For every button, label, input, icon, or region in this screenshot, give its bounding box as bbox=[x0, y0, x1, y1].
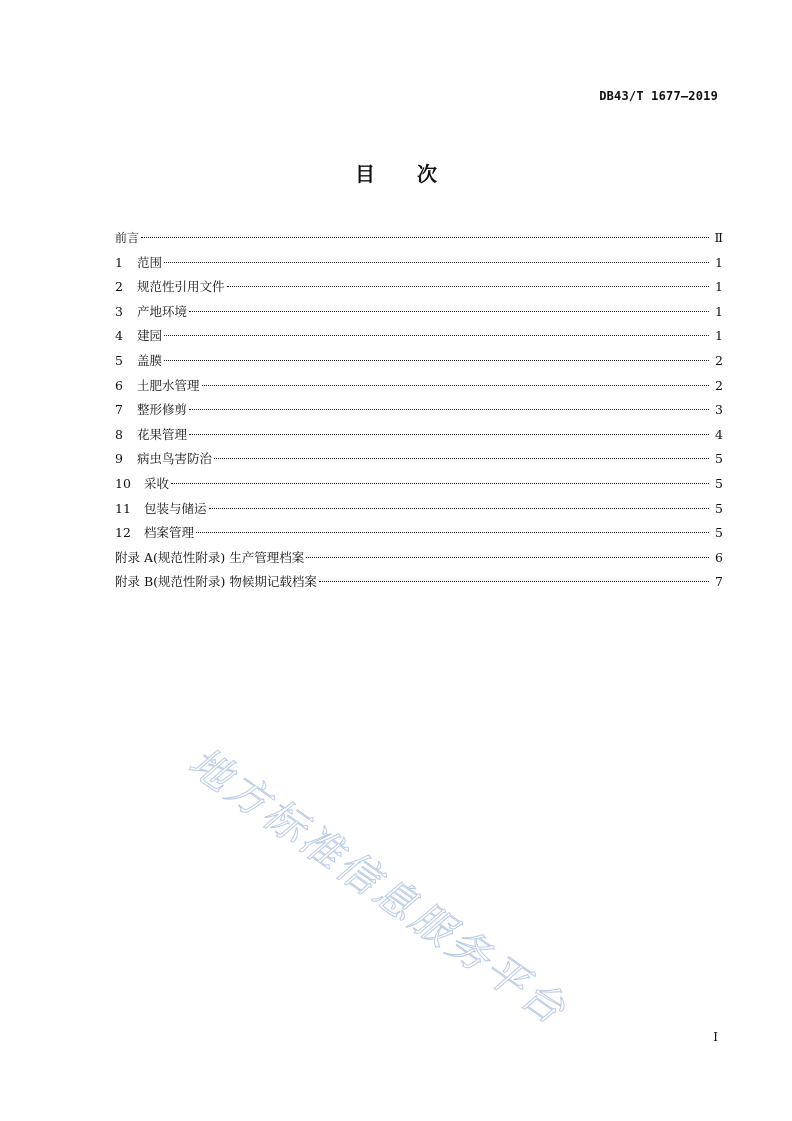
toc-title bbox=[0, 158, 792, 187]
toc-leader-dots bbox=[319, 581, 709, 582]
toc-leader-dots bbox=[196, 532, 709, 533]
toc-entry-label: 采收 bbox=[144, 475, 170, 491]
toc-entry[interactable] bbox=[115, 546, 723, 571]
toc-entry[interactable] bbox=[115, 275, 723, 300]
toc-entry[interactable] bbox=[115, 324, 723, 349]
toc-entry-label: 整形修剪 bbox=[137, 402, 188, 418]
toc-leader-dots bbox=[171, 483, 709, 484]
toc-entry-page: 1 bbox=[715, 279, 723, 295]
toc-entry-number: 10 bbox=[115, 475, 131, 491]
toc-entry[interactable] bbox=[115, 251, 723, 276]
watermark: 地方标准信息服务平台 bbox=[180, 737, 577, 1036]
toc-entry-page: 2 bbox=[715, 352, 723, 368]
toc-leader-dots bbox=[164, 262, 709, 263]
toc-entry-label: 病虫鸟害防治 bbox=[137, 451, 213, 467]
toc-leader-dots bbox=[164, 360, 709, 361]
toc-leader-dots bbox=[189, 311, 709, 312]
toc-leader-dots bbox=[164, 335, 709, 336]
toc-entry[interactable] bbox=[115, 226, 723, 251]
toc-entry[interactable] bbox=[115, 374, 723, 399]
toc-title-char-1: 目 bbox=[355, 162, 375, 186]
toc-entry-label: 附录 B(规范性附录) 物候期记载档案 bbox=[115, 574, 317, 590]
toc-entry-number: 5 bbox=[115, 352, 123, 368]
toc-entry-page: 5 bbox=[715, 525, 723, 541]
toc-leader-dots bbox=[227, 286, 709, 287]
toc-leader-dots bbox=[189, 409, 709, 410]
toc-entry-label: 档案管理 bbox=[144, 525, 195, 541]
toc-leader-dots bbox=[202, 385, 709, 386]
toc-entry-label: 建园 bbox=[137, 328, 163, 344]
toc-entry-number: 9 bbox=[115, 451, 123, 467]
toc-entry-page: 4 bbox=[715, 426, 723, 442]
standard-code: DB43/T 1677—2019 bbox=[599, 89, 718, 103]
toc-entry[interactable] bbox=[115, 472, 723, 497]
toc-entry-label: 产地环境 bbox=[137, 303, 188, 319]
toc-leader-dots bbox=[189, 434, 709, 435]
toc-entry[interactable] bbox=[115, 349, 723, 374]
toc-entry-page: 1 bbox=[715, 328, 723, 344]
toc-entry[interactable] bbox=[115, 447, 723, 472]
toc-entry-page: Ⅱ bbox=[714, 230, 723, 245]
toc-entry-number: 1 bbox=[115, 254, 123, 270]
toc-entry-number: 8 bbox=[115, 426, 123, 442]
toc-leader-dots bbox=[306, 557, 709, 558]
toc-entry-label: 花果管理 bbox=[137, 426, 188, 442]
toc-entry-number: 11 bbox=[115, 500, 131, 516]
toc-entry-page: 5 bbox=[715, 475, 723, 491]
toc-entry-number: 3 bbox=[115, 303, 123, 319]
toc-leader-dots bbox=[209, 508, 709, 509]
toc-entry-label: 附录 A(规范性附录) 生产管理档案 bbox=[115, 549, 305, 565]
table-of-contents bbox=[115, 226, 723, 595]
toc-entry-page: 3 bbox=[715, 402, 723, 418]
toc-entry-page: 5 bbox=[715, 451, 723, 467]
toc-entry-page: 5 bbox=[715, 500, 723, 516]
toc-entry-label: 土肥水管理 bbox=[137, 377, 200, 393]
toc-entry-label: 规范性引用文件 bbox=[137, 279, 225, 295]
toc-entry-page: 6 bbox=[715, 549, 723, 565]
toc-entry-page: 1 bbox=[715, 254, 723, 270]
toc-entry[interactable] bbox=[115, 570, 723, 595]
toc-entry-label: 包装与储运 bbox=[144, 500, 207, 516]
toc-leader-dots bbox=[214, 458, 709, 459]
toc-entry-page: 2 bbox=[715, 377, 723, 393]
toc-entry-label: 范围 bbox=[137, 254, 163, 270]
toc-entry-label: 前言 bbox=[115, 231, 140, 245]
toc-entry[interactable] bbox=[115, 423, 723, 448]
toc-entry-number: 2 bbox=[115, 279, 123, 295]
page-number: I bbox=[713, 1030, 718, 1044]
toc-entry-number: 4 bbox=[115, 328, 123, 344]
toc-entry-label: 盖膜 bbox=[137, 352, 163, 368]
toc-entry-number: 12 bbox=[115, 525, 131, 541]
toc-entry[interactable] bbox=[115, 398, 723, 423]
toc-entry-page: 7 bbox=[715, 574, 723, 590]
toc-entry[interactable] bbox=[115, 521, 723, 546]
toc-entry-number: 6 bbox=[115, 377, 123, 393]
toc-leader-dots bbox=[141, 237, 708, 238]
toc-entry-number: 7 bbox=[115, 402, 123, 418]
toc-entry[interactable] bbox=[115, 497, 723, 522]
toc-entry-page: 1 bbox=[715, 303, 723, 319]
toc-entry[interactable] bbox=[115, 300, 723, 325]
toc-title-char-2: 次 bbox=[417, 162, 437, 186]
